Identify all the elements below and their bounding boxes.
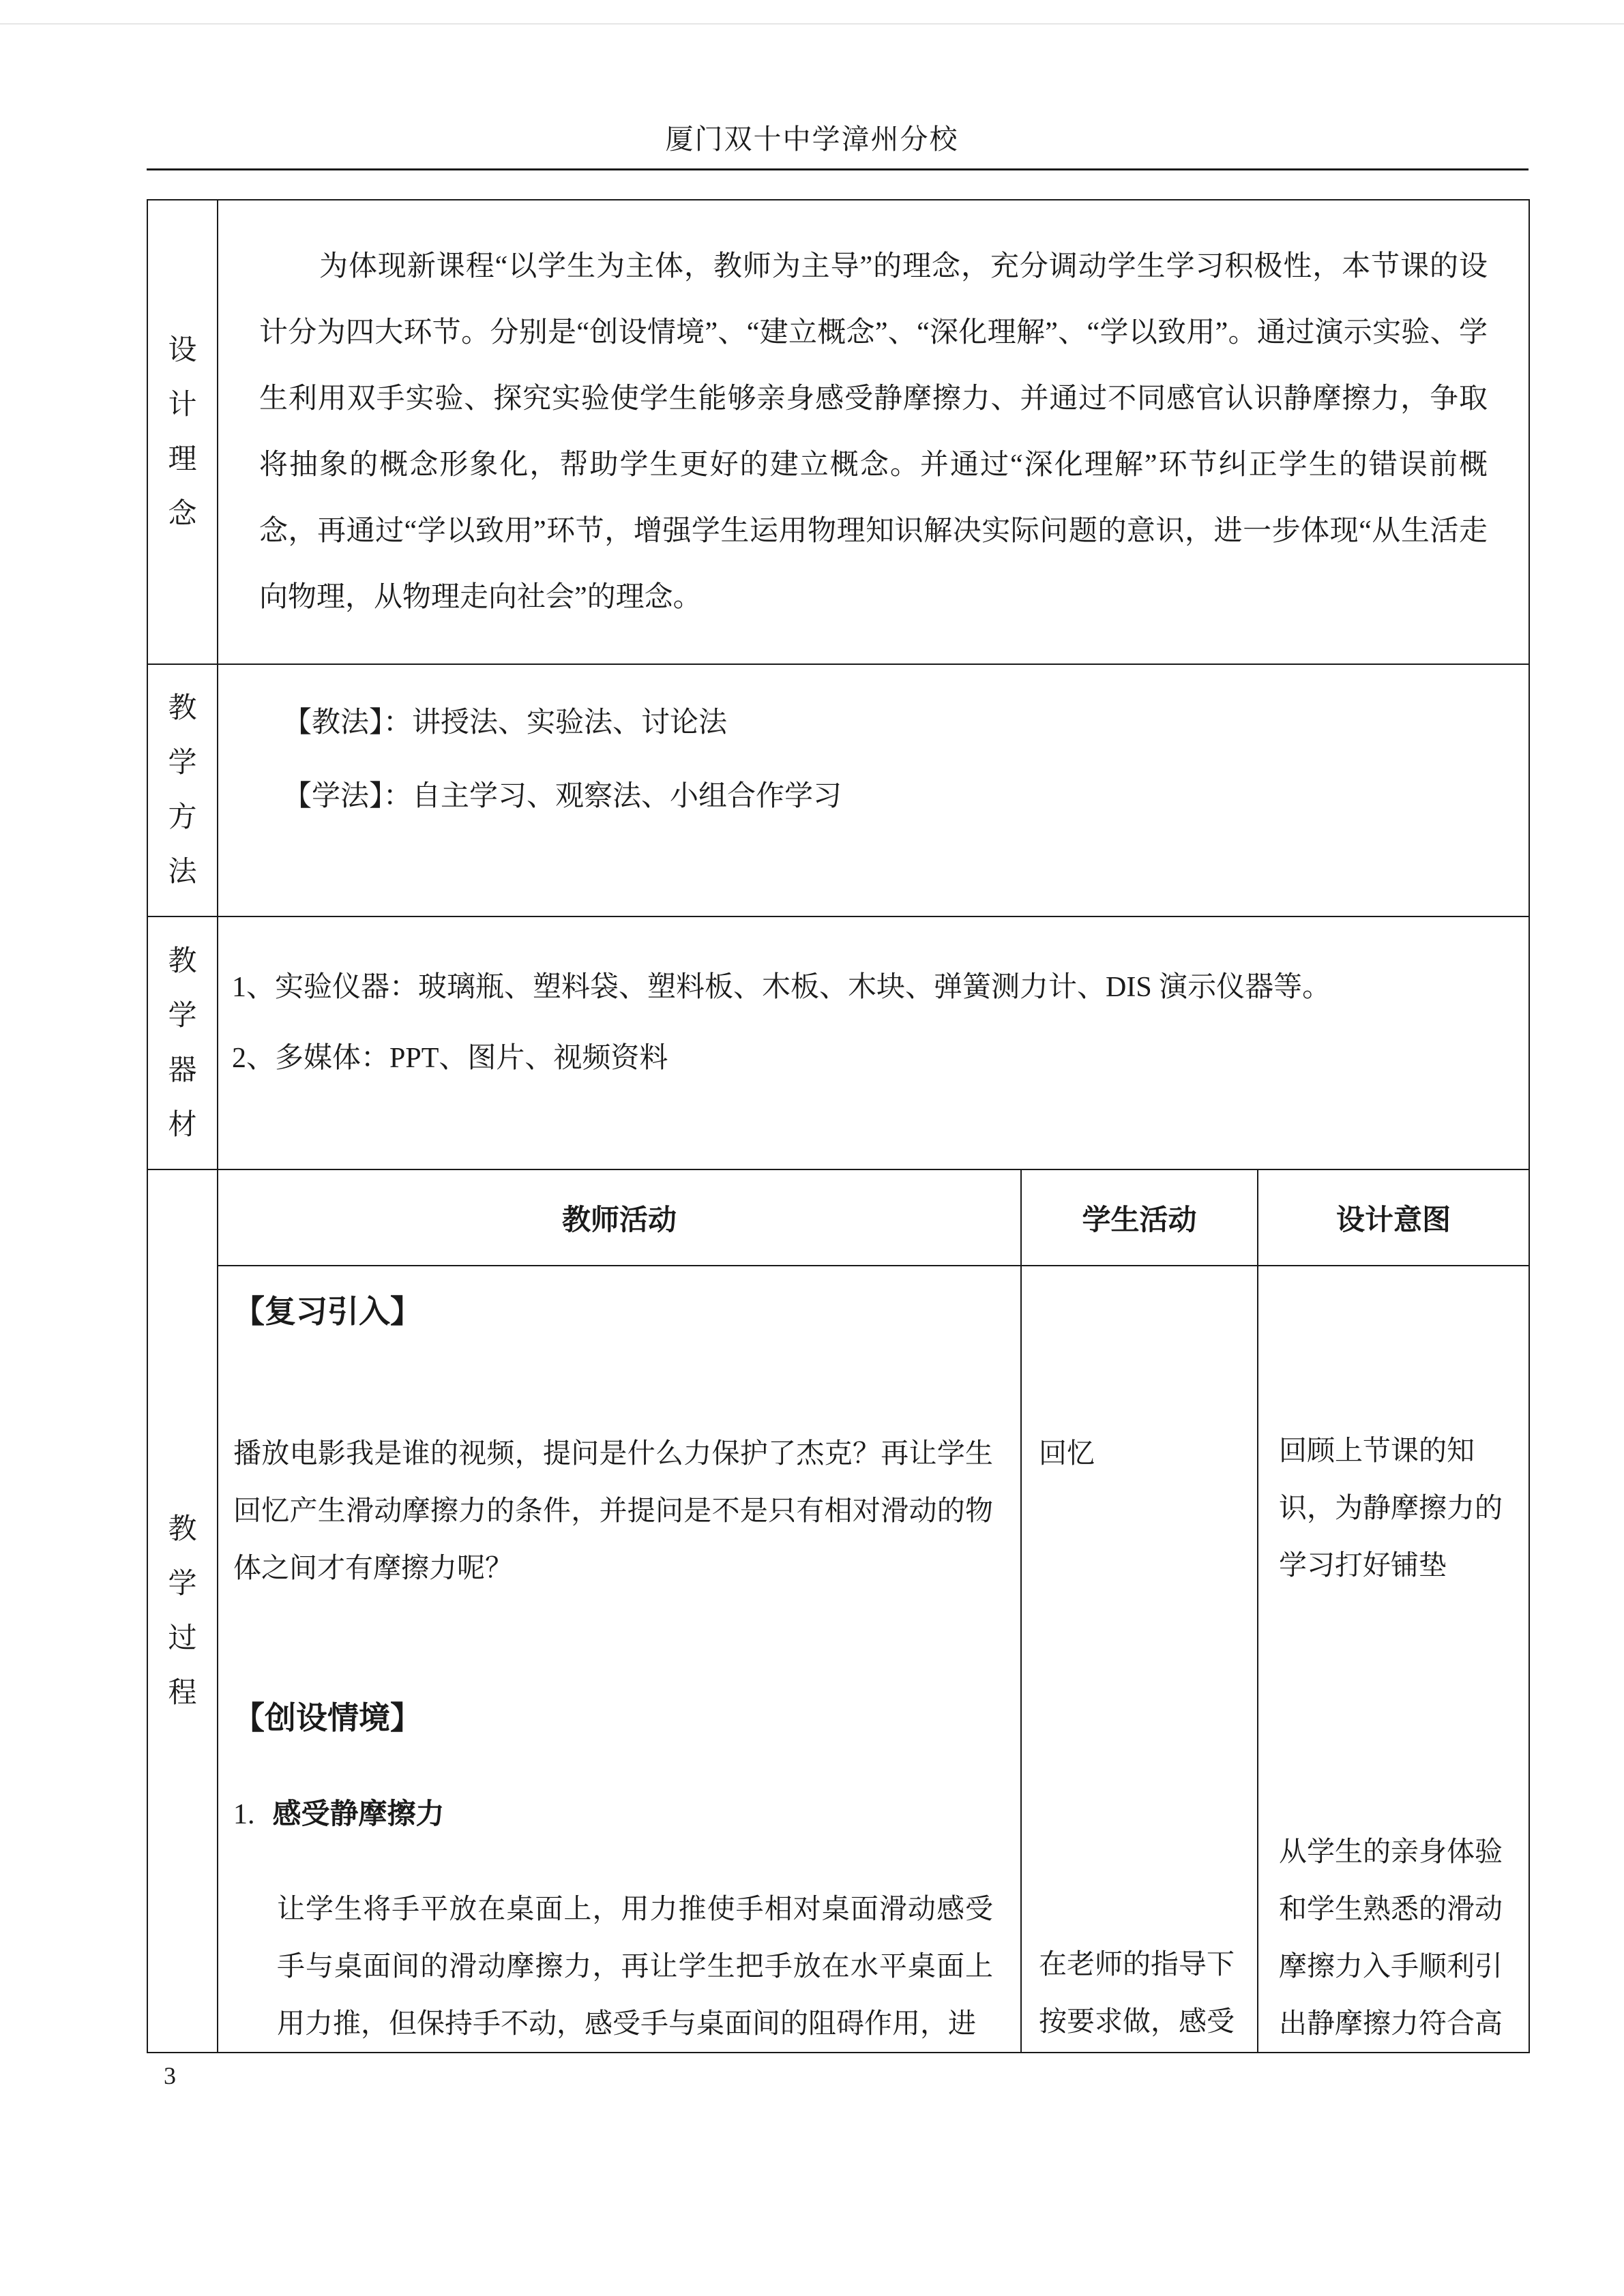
page-top-divider (0, 23, 1624, 25)
teacher-activity-cell (218, 1266, 1021, 2053)
teaching-process-label-cell (147, 1169, 218, 2053)
design-philosophy-label: 设计理念 (168, 334, 197, 530)
teaching-equipment-line-2: 2、多媒体：PPT、图片、视频资料 (232, 1042, 668, 1074)
lesson-plan-table (147, 199, 1530, 2053)
feel-static-friction-paragraph: 让学生将手平放在桌面上，用力推使手相对桌面滑动感受手与桌面间的滑动摩擦力，再让学生把手放在水平桌面上用力推，但保持手不动，感受手与桌面间的阻碍作用，进 (277, 1893, 993, 2039)
student-note-follow-instructions: 在老师的指导下按要求做，感受 (1039, 1948, 1235, 2037)
teaching-equipment-content-cell (218, 916, 1529, 1169)
row-design-philosophy (147, 200, 1529, 664)
header-rule (147, 168, 1529, 170)
student-note-recall: 回忆 (1039, 1437, 1095, 1469)
row-teaching-equipment (147, 916, 1529, 1169)
teaching-equipment-label: 教学器材 (168, 945, 197, 1141)
row-process-content (147, 1266, 1529, 2053)
teaching-equipment-label-cell (147, 916, 218, 1169)
design-philosophy-label-cell (147, 200, 218, 664)
row-process-header (147, 1169, 1529, 1266)
review-intro-paragraph: 播放电影我是谁的视频，提问是什么力保护了杰克？再让学生回忆产生滑动摩擦力的条件，并提问是不是只有相对滑动的物体之间才有摩擦力呢？ (233, 1437, 993, 1583)
teaching-methods-line-2: 【学法】：自主学习、观察法、小组合作学习 (283, 781, 842, 812)
teaching-methods-label: 教学方法 (168, 693, 197, 888)
design-philosophy-paragraph: 为体现新课程“以学生为主体，教师为主导”的理念，充分调动学生学习积极性，本节课的设计分为四大环节。分别是“创设情境”、“建立概念”、“深化理解”、“学以致用”。通过演示实验、学生利用双手实验、探究实验使学生能够亲身感受静摩擦力、并通过不同感官认识静摩擦力，争取将抽象的概念形象化，帮助学生更好的建立概念。并通过“深化理解”环节纠正学生的错误前概念，再通过“学以致用”环节，增强学生运用物理知识解决实际问题的意识，进一步体现“从生活走向物理，从物理走向社会”的理念。 (259, 250, 1488, 613)
column-header-design-intent: 设计意图 (1258, 1169, 1529, 1266)
column-header-teacher-activity: 教师活动 (218, 1169, 1021, 1266)
item-number: 1. (233, 1799, 255, 1830)
page-number: 3 (164, 2062, 176, 2089)
row-teaching-methods (147, 664, 1529, 916)
teaching-methods-label-cell (147, 664, 218, 916)
teaching-equipment-line-1: 1、实验仪器：玻璃瓶、塑料袋、塑料板、木板、木块、弹簧测力计、DIS 演示仪器等。 (232, 971, 1331, 1003)
numbered-item-feel-static-friction (233, 1786, 993, 1843)
teaching-methods-content-cell (218, 664, 1529, 916)
teaching-process-label: 教学过程 (168, 1513, 197, 1709)
column-header-student-activity: 学生活动 (1021, 1169, 1258, 1266)
document-header-title: 厦门双十中学漳州分校 (665, 123, 959, 155)
create-situation-heading: 【创设情境】 (233, 1701, 422, 1735)
review-intro-heading: 【复习引入】 (233, 1294, 422, 1329)
student-activity-cell (1021, 1266, 1258, 2053)
intent-note-experience: 从学生的亲身体验和学生熟悉的滑动摩擦力入手顺利引出静摩擦力符合高 (1279, 1836, 1503, 2039)
intent-note-review: 回顾上节课的知识，为静摩擦力的学习打好铺垫 (1279, 1435, 1503, 1581)
item-title: 感受静摩擦力 (272, 1799, 445, 1830)
teaching-methods-line-1: 【教法】：讲授法、实验法、讨论法 (283, 707, 728, 739)
design-philosophy-content-cell (218, 200, 1529, 664)
design-intent-cell (1258, 1266, 1529, 2053)
